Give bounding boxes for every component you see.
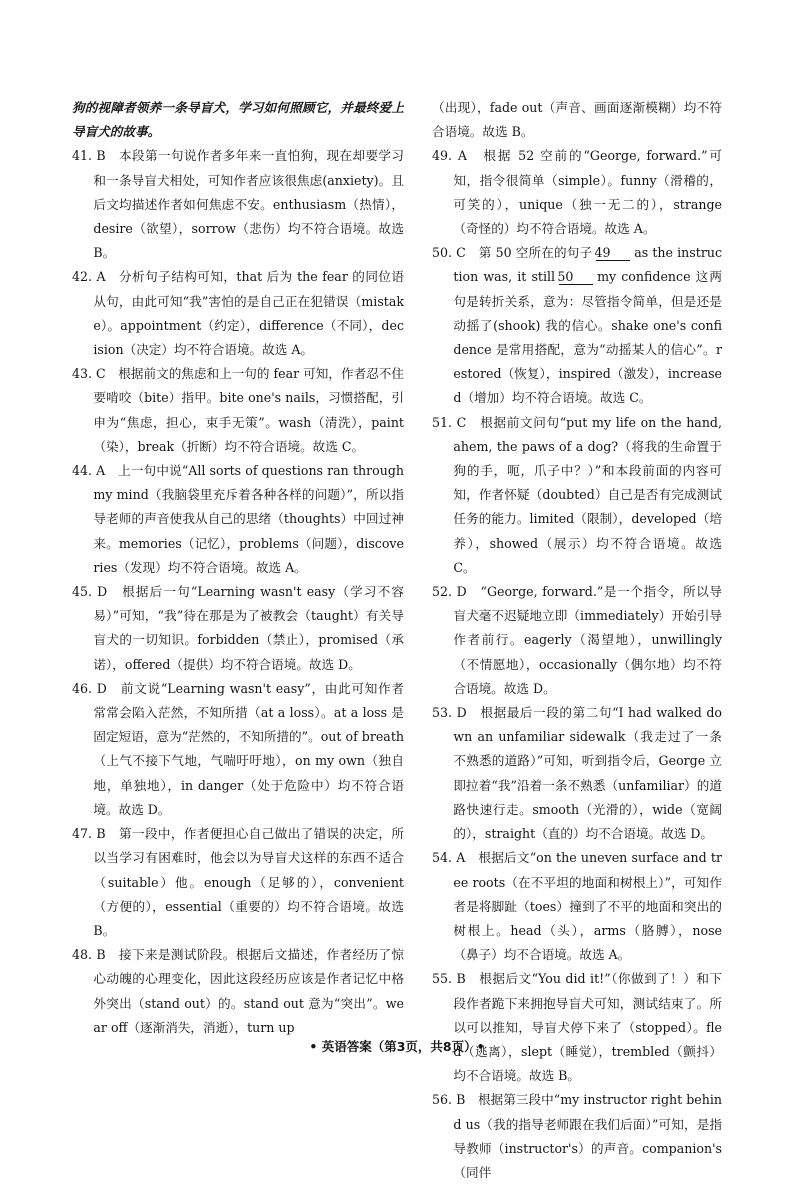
answer-49-text: 49. A 根据 52 空前的“George, forward.”可知，指令很简单（simple）。funny（滑稽的，可笑的），unique（独一无二的），strange（奇怪的）均不符合语境。故选 A。	[432, 148, 722, 237]
intro-text: 狗的视障者领养一条导盲犬，学习如何照顾它，并最终爱上导盲犬的故事。	[72, 100, 404, 140]
answer-45-text: 45. D 根据后一句“Learning wasn't easy（学习不容易）”可知，“我”待在那是为了被教会（taught）有关导盲犬的一切知识。forbidden（禁止），promised（承诺），offered（提供）均不符合语境。故选 D。	[72, 584, 404, 672]
answer-46	[72, 677, 404, 822]
answer-50-part3: my confidence 这两句是转折关系，意为：尽管指令简单，但是还是动摇了(shook) 我的信心。shake one's confidence 是常用搭配，意为“动摇某人的信心”。restored（恢复），inspired（激发），increased（增加）均不符合语境。故选 C。	[453, 269, 722, 406]
answer-42	[72, 265, 404, 362]
answer-48-continuation-text: （出现），fade out（声音、画面逐渐模糊）均不符合语境。故选 B。	[432, 100, 722, 140]
answer-51-text: 51. C 根据前文问句“put my life on the hand, ahem, the paws of a dog?（将我的生命置于狗的手，呃，爪子中？）”和本段前面的内容可知，作者怀疑（doubted）自己是否有完成测试任务的能力。limited（限制），developed（培养），showed（展示）均不符合语境。故选 C。	[432, 414, 722, 575]
answer-44-text: 44. A 上一句中说“All sorts of questions ran through my mind（我脑袋里充斥着各种各样的问题）”，所以指导老师的声音使我从自己的思绪（thoughts）中回过神来。memories（记忆），problems（问题），discoveries（发现）均不符合语境。故选 A。	[72, 463, 404, 575]
answer-43-text: 43. C 根据前文的焦虑和上一句的 fear 可知，作者忍不住要啃咬（bite）指甲。bite one's nails，习惯搭配，引申为“焦虑，担心，束手无策”。wash（清洗），paint（染），break（折断）均不符合语境。故选 C。	[72, 366, 404, 454]
answer-45	[72, 580, 404, 677]
blank-49: 49	[596, 246, 630, 261]
page-footer: • 英语答案（第3页，共8页）•	[309, 1039, 485, 1054]
answer-54-text: 54. A 根据后文“on the uneven surface and tree roots（在不平坦的地面和树根上）”，可知作者是将脚趾（toes）撞到了不平的地面和突出的树根上。head（头），arms（胳膊），nose（鼻子）均不合语境。故选 A。	[432, 850, 722, 963]
answer-50-part2: as the instruction was, it still	[453, 245, 722, 285]
answer-48	[72, 943, 404, 1040]
right-column	[432, 96, 722, 1185]
answer-51	[432, 411, 722, 580]
answer-55	[432, 967, 722, 1088]
answer-48-text: 48. B 接下来是测试阶段。根据后文描述，作者经历了惊心动魄的心理变化，因此这段经历应该是作者记忆中格外突出（stand out）的。stand out 意为“突出”。wear off（逐渐消失，消逝），turn up	[72, 947, 404, 1035]
answer-41	[72, 144, 404, 265]
answer-56-text: 56. B 根据第三段中“my instructor right behind us（我的指导老师跟在我们后面）”可知，是指导教师（instructor's）的声音。companion's（同伴	[432, 1092, 722, 1180]
answer-41-text: 41. B 本段第一句说作者多年来一直怕狗，现在却要学习和一条导盲犬相处，可知作者应该很焦虑(anxiety)。且后文均描述作者如何焦虑不安。enthusiasm（热情），desire（欲望），sorrow（悲伤）均不符合语境。故选 B。	[72, 148, 404, 261]
answer-55-text: 55. B 根据后文“You did it!”（你做到了！）和下段作者跪下来拥抱导盲犬可知，测试结束了。所以可以推知，导盲犬停下来了（stopped）。fled（逃离），slept（睡觉），trembled（颤抖）均不合语境。故选 B。	[432, 971, 722, 1084]
answer-50-part1: 50. C 第 50 空所在的句子	[432, 245, 593, 261]
answer-46-text: 46. D 前文说“Learning wasn't easy”，由此可知作者常常会陷入茫然，不知所措（at a loss）。at a loss 是固定短语，意为“茫然的，不知所措的”。out of breath（上气不接下气地，气喘吁吁地），on my own（独自地，单独地），in danger（处于危险中）均不符合语境。故选 D。	[72, 680, 404, 817]
left-column	[72, 96, 404, 1040]
blank-50: 50	[559, 270, 593, 285]
answer-53	[432, 701, 722, 846]
answer-52	[432, 580, 722, 701]
answer-47	[72, 822, 404, 943]
answer-43	[72, 362, 404, 459]
answer-54	[432, 846, 722, 967]
answer-50	[432, 241, 722, 410]
answer-52-text: 52. D “George, forward.”是一个指令，所以导盲犬毫不迟疑地立即（immediately）开始引导作者前行。eagerly（渴望地），unwillingly（不情愿地），occasionally（偶尔地）均不符合语境。故选 D。	[432, 584, 722, 696]
answer-50-text	[432, 241, 722, 410]
answer-56	[432, 1088, 722, 1185]
answer-49	[432, 144, 722, 241]
answer-47-text: 47. B 第一段中，作者便担心自己做出了错误的决定，所以当学习有困难时，他会以为导盲犬这样的东西不适合（suitable）他。enough（足够的），convenient（方便的），essential（重要的）均不符合语境。故选 B。	[72, 826, 404, 938]
answer-44	[72, 459, 404, 580]
intro-paragraph	[72, 96, 404, 144]
answer-42-text: 42. A 分析句子结构可知，that 后为 the fear 的同位语从句，由此可知“我”害怕的是自己正在犯错误（mistake）。appointment（约定），difference（不同），decision（决定）均不符合语境。故选 A。	[72, 269, 404, 358]
answer-53-text: 53. D 根据最后一段的第二句“I had walked down an unfamiliar sidewalk（我走过了一条不熟悉的道路）”可知，听到指令后，George 立即拉着“我”沿着一条不熟悉（unfamiliar）的道路快速行走。smooth（光滑的），wide（宽阔的），straight（直的）均不合语境。故选 D。	[432, 705, 722, 842]
answer-48-continuation	[432, 96, 722, 144]
